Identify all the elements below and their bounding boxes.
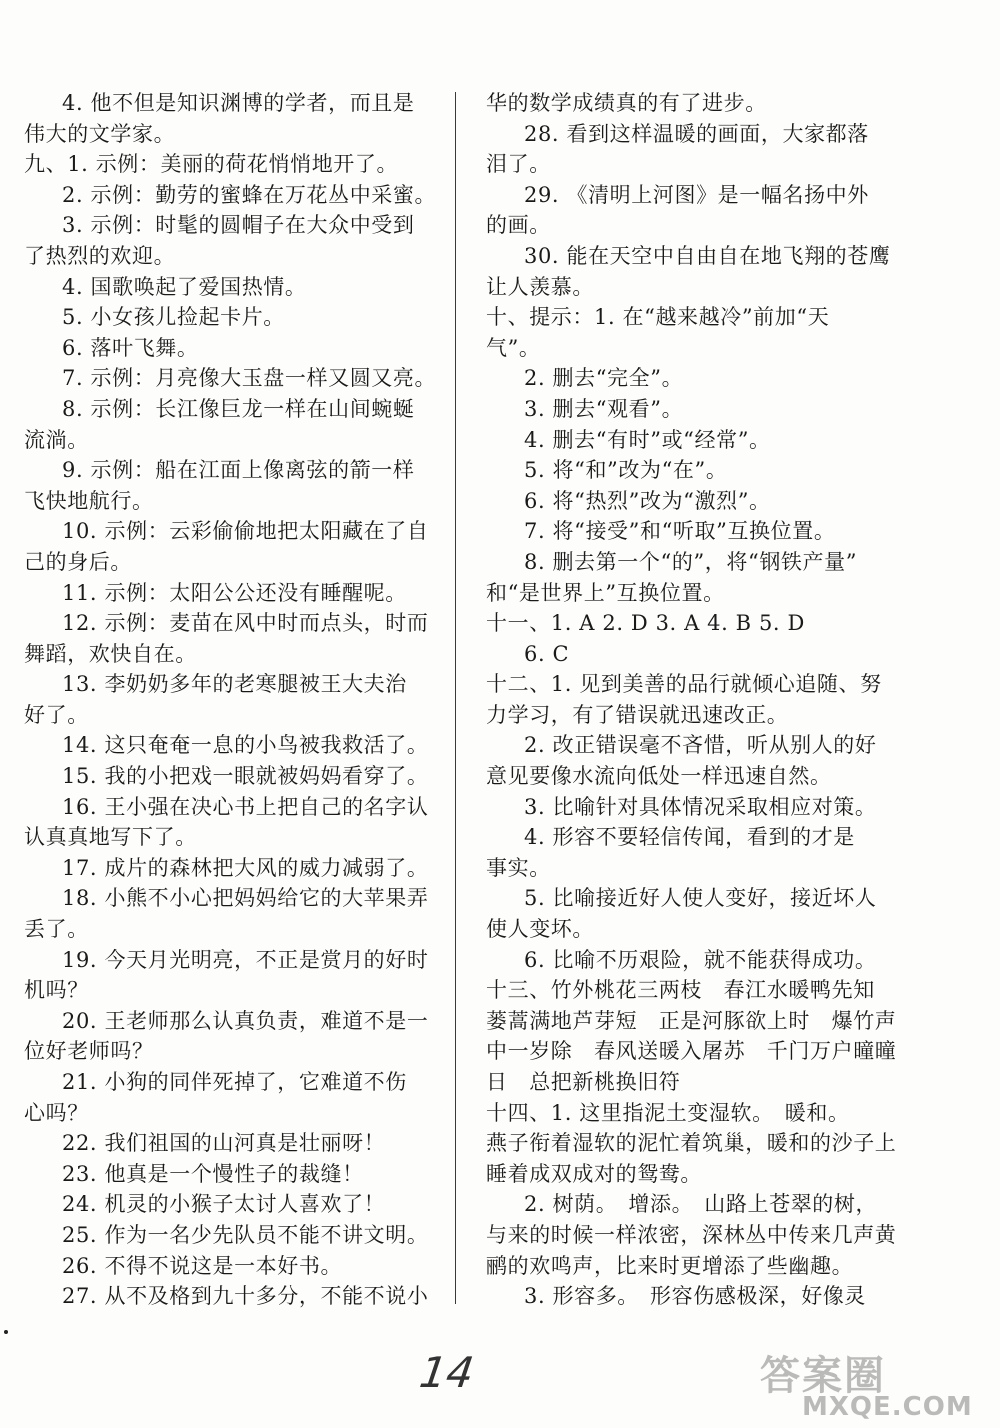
text-line: 17. 成片的森林把大风的威力减弱了。 — [62, 855, 429, 880]
text-line: 己的身后。 — [24, 549, 132, 574]
margin-dot — [4, 1330, 8, 1334]
text-line: 5. 将“和”改为“在”。 — [524, 458, 728, 483]
text-line: 9. 示例：船在江面上像离弦的箭一样 — [62, 458, 415, 483]
text-line: 4. 国歌唤起了爱国热情。 — [62, 274, 307, 299]
text-line: 让人羡慕。 — [486, 274, 594, 299]
text-line: 6. C — [524, 641, 570, 666]
text-line: 26. 不得不说这是一本好书。 — [62, 1253, 343, 1278]
text-line: 28. 看到这样温暖的画面，大家都落 — [524, 121, 869, 146]
text-line: 3. 示例：时髦的圆帽子在大众中受到 — [62, 213, 415, 238]
text-line: 6. 落叶飞舞。 — [62, 335, 199, 360]
text-line: 使人变坏。 — [486, 917, 594, 942]
text-line: 29. 《清明上河图》是一幅名扬中外 — [524, 182, 869, 207]
text-line: 十四、1. 这里指泥土变湿软。 暖和。 — [486, 1100, 850, 1125]
text-line: 19. 今天月光明亮，不正是赏月的好时 — [62, 947, 429, 972]
text-line: 12. 示例：麦苗在风中时而点头，时而 — [62, 611, 429, 636]
text-line: 与来的时候一样浓密，深林丛中传来几声黄 — [486, 1222, 897, 1247]
text-line: 4. 他不但是知识渊博的学者，而且是 — [62, 91, 415, 115]
text-line: 24. 机灵的小猴子太讨人喜欢了！ — [62, 1192, 386, 1217]
text-line: 8. 删去第一个“的”，将“钢铁产量” — [524, 549, 858, 574]
text-line: 中一岁除 春风送暖入屠苏 千门万户曈曈 — [486, 1039, 897, 1064]
text-line: 的画。 — [486, 213, 551, 238]
text-line: 8. 示例：长江像巨龙一样在山间蜿蜒 — [62, 396, 415, 421]
text-line: 13. 李奶奶多年的老寒腿被王大夫治 — [62, 672, 407, 697]
text-line: 好了。 — [24, 702, 89, 727]
text-line: 丢了。 — [24, 917, 89, 942]
text-line: 6. 将“热烈”改为“激烈”。 — [524, 488, 771, 513]
text-line: 流淌。 — [24, 427, 89, 452]
watermark-logo — [760, 1344, 992, 1424]
text-line: 十一、1. A 2. D 3. A 4. B 5. D — [486, 611, 805, 636]
text-line: 10. 示例：云彩偷偷地把太阳藏在了自 — [62, 519, 429, 544]
text-line: 20. 王老师那么认真负责，难道不是一 — [62, 1008, 429, 1033]
text-line: 舞蹈，欢快自在。 — [24, 641, 197, 666]
text-line: 25. 作为一名少先队员不能不讲文明。 — [62, 1222, 429, 1247]
text-line: 十、提示：1. 在“越来越冷”前加“天 — [486, 305, 830, 330]
text-line: 14. 这只奄奄一息的小鸟被我救活了。 — [62, 733, 429, 758]
text-line: 11. 示例：太阳公公还没有睡醒呢。 — [62, 580, 407, 605]
text-line: 鹂的欢鸣声，比来时更增添了些幽趣。 — [486, 1253, 854, 1278]
column-divider — [455, 92, 456, 1304]
text-line: 认真真地写下了。 — [24, 825, 197, 850]
text-line: 3. 删去“观看”。 — [524, 396, 684, 421]
watermark-text: 答案圈 — [760, 1353, 886, 1399]
text-line: 6. 比喻不历艰险，就不能获得成功。 — [524, 947, 877, 972]
text-line: 机吗？ — [24, 978, 89, 1003]
text-line: 3. 比喻针对具体情况采取相应对策。 — [524, 794, 877, 819]
text-line: 23. 他真是一个慢性子的裁缝！ — [62, 1161, 364, 1186]
text-line: 5. 比喻接近好人使人变好，接近坏人 — [524, 886, 877, 911]
text-line: 18. 小熊不小心把妈妈给它的大苹果弄 — [62, 886, 429, 911]
text-line: 4. 删去“有时”或“经常”。 — [524, 427, 771, 452]
text-line: 2. 示例：勤劳的蜜蜂在万花丛中采蜜。 — [62, 182, 437, 207]
right-column — [486, 88, 897, 1312]
text-line: 3. 形容多。 形容伤感极深，好像灵 — [524, 1284, 867, 1309]
text-line: 伟大的文学家。 — [24, 121, 176, 146]
text-line: 飞快地航行。 — [24, 488, 154, 513]
text-line: 2. 删去“完全”。 — [524, 366, 684, 391]
text-line: 蒌蒿满地芦芽短 正是河豚欲上时 爆竹声 — [486, 1008, 897, 1033]
text-line: 十三、竹外桃花三两枝 春江水暖鸭先知 — [486, 978, 875, 1003]
text-line: 2. 改正错误毫不吝惜，听从别人的好 — [524, 733, 877, 758]
text-line: 5. 小女孩儿捡起卡片。 — [62, 305, 285, 330]
text-line: 泪了。 — [486, 152, 551, 177]
text-line: 15. 我的小把戏一眼就被妈妈看穿了。 — [62, 764, 429, 789]
text-line: 27. 从不及格到九十多分，不能不说小 — [62, 1284, 429, 1309]
text-line: 7. 示例：月亮像大玉盘一样又圆又亮。 — [62, 366, 437, 391]
text-line: 4. 形容不要轻信传闻，看到的才是 — [524, 825, 855, 850]
text-line: 十二、1. 见到美善的品行就倾心追随、努 — [486, 672, 882, 697]
text-line: 日 总把新桃换旧符 — [486, 1070, 681, 1094]
page-number: 14 — [416, 1348, 477, 1397]
text-line: 心吗？ — [24, 1100, 89, 1125]
text-line: 22. 我们祖国的山河真是壮丽呀！ — [62, 1131, 386, 1156]
text-line: 16. 王小强在决心书上把自己的名字认 — [62, 794, 429, 819]
text-line: 气”。 — [486, 335, 541, 360]
watermark-url: MXQE.COM — [802, 1392, 973, 1422]
text-line: 位好老师吗？ — [24, 1039, 154, 1064]
text-line: 华的数学成绩真的有了进步。 — [486, 91, 767, 115]
text-line: 睡着成双成对的鸳鸯。 — [486, 1161, 702, 1186]
text-line: 力学习，有了错误就迅速改正。 — [486, 702, 789, 727]
text-line: 30. 能在天空中自由自在地飞翔的苍鹰 — [524, 243, 891, 268]
text-line: 7. 将“接受”和“听取”互换位置。 — [524, 519, 836, 544]
text-line: 21. 小狗的同伴死掉了，它难道不伤 — [62, 1070, 407, 1094]
text-line: 2. 树荫。 增添。 山路上苍翠的树， — [524, 1192, 878, 1217]
text-line: 九、1. 示例：美丽的荷花悄悄地开了。 — [24, 152, 399, 177]
text-line: 事实。 — [486, 855, 551, 880]
text-line: 了热烈的欢迎。 — [24, 243, 176, 268]
text-line: 燕子衔着湿软的泥忙着筑巢，暖和的沙子上 — [486, 1131, 897, 1156]
text-line: 意见要像水流向低处一样迅速自然。 — [486, 764, 832, 789]
text-line: 和“是世界上”互换位置。 — [486, 580, 725, 605]
left-column — [24, 88, 437, 1312]
